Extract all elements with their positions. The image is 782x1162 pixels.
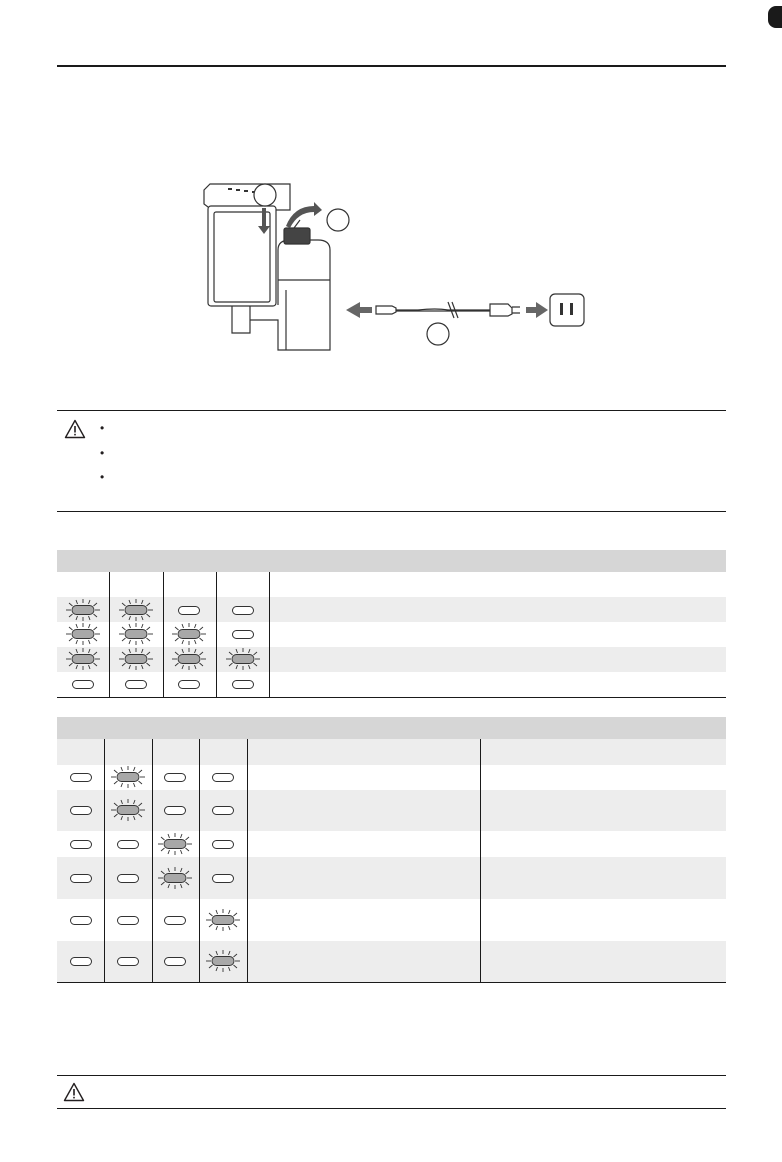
table-row — [57, 647, 726, 672]
top-rule — [57, 65, 726, 67]
table-row — [57, 765, 726, 790]
col-divider — [216, 572, 217, 698]
led-off — [70, 874, 92, 883]
col-divider — [247, 739, 248, 983]
led-off — [70, 806, 92, 815]
step-marker-3 — [427, 323, 449, 345]
col-divider — [163, 572, 164, 698]
led-off — [70, 957, 92, 966]
led-blinking — [118, 648, 154, 670]
table2-bottom-rule — [57, 982, 726, 983]
led-off — [117, 957, 139, 966]
warning-triangle-icon — [64, 419, 86, 439]
table1-bottom-rule — [57, 697, 726, 698]
table-row — [57, 899, 726, 941]
table-row — [57, 597, 726, 622]
arrow-left — [346, 302, 372, 318]
led-off — [178, 606, 200, 615]
led-off — [125, 680, 147, 689]
led-off — [232, 680, 254, 689]
page-tab — [768, 6, 782, 28]
led-off — [70, 773, 92, 782]
led-off — [232, 630, 254, 639]
step-2-arrow — [286, 202, 322, 228]
warning-block — [57, 410, 726, 512]
table1-subheader — [57, 572, 726, 597]
led-blinking — [65, 623, 101, 645]
led-blinking — [65, 648, 101, 670]
battery-icon — [204, 184, 290, 306]
table2-header — [57, 717, 726, 739]
led-off — [117, 874, 139, 883]
step-marker-1 — [254, 184, 276, 206]
wall-outlet-icon — [550, 294, 584, 326]
table2-subheader — [57, 739, 726, 765]
col-divider — [152, 739, 153, 983]
led-off — [212, 840, 234, 849]
led-blinking — [110, 766, 146, 788]
warning-bullet-1: • — [100, 421, 105, 435]
col-divider — [269, 572, 270, 698]
power-cable-icon — [376, 302, 520, 318]
warning-bullet-2: • — [100, 446, 105, 460]
col-divider — [480, 739, 481, 983]
led-off — [164, 773, 186, 782]
led-off — [212, 773, 234, 782]
warning-triangle-icon — [63, 1082, 85, 1102]
led-off — [212, 874, 234, 883]
col-divider — [109, 572, 110, 698]
led-blinking — [65, 599, 101, 621]
led-off — [164, 806, 186, 815]
led-blinking — [205, 950, 241, 972]
led-off — [212, 806, 234, 815]
led-blinking — [225, 648, 261, 670]
led-off — [70, 840, 92, 849]
led-blinking — [110, 799, 146, 821]
led-off — [117, 916, 139, 925]
led-off — [232, 606, 254, 615]
led-off — [164, 957, 186, 966]
charging-illustration — [190, 170, 590, 365]
battery-level-table — [57, 550, 726, 698]
table1-header — [57, 550, 726, 572]
col-divider — [199, 739, 200, 983]
warning-bullet-3: • — [100, 470, 105, 484]
col-divider — [104, 739, 105, 983]
table-row — [57, 622, 726, 647]
note-block — [57, 1075, 726, 1109]
step-marker-2 — [327, 209, 349, 231]
table-row — [57, 672, 726, 697]
table-row — [57, 790, 726, 831]
led-blinking — [205, 909, 241, 931]
led-off — [72, 680, 94, 689]
led-blinking — [118, 623, 154, 645]
led-off — [178, 680, 200, 689]
led-blinking — [157, 833, 193, 855]
led-blinking — [171, 623, 207, 645]
arrow-right — [526, 302, 548, 318]
battery-status-table — [57, 717, 726, 983]
led-blinking — [157, 867, 193, 889]
led-off — [164, 916, 186, 925]
table-row — [57, 941, 726, 982]
led-blinking — [171, 648, 207, 670]
led-off — [117, 840, 139, 849]
led-blinking — [118, 599, 154, 621]
led-off — [70, 916, 92, 925]
